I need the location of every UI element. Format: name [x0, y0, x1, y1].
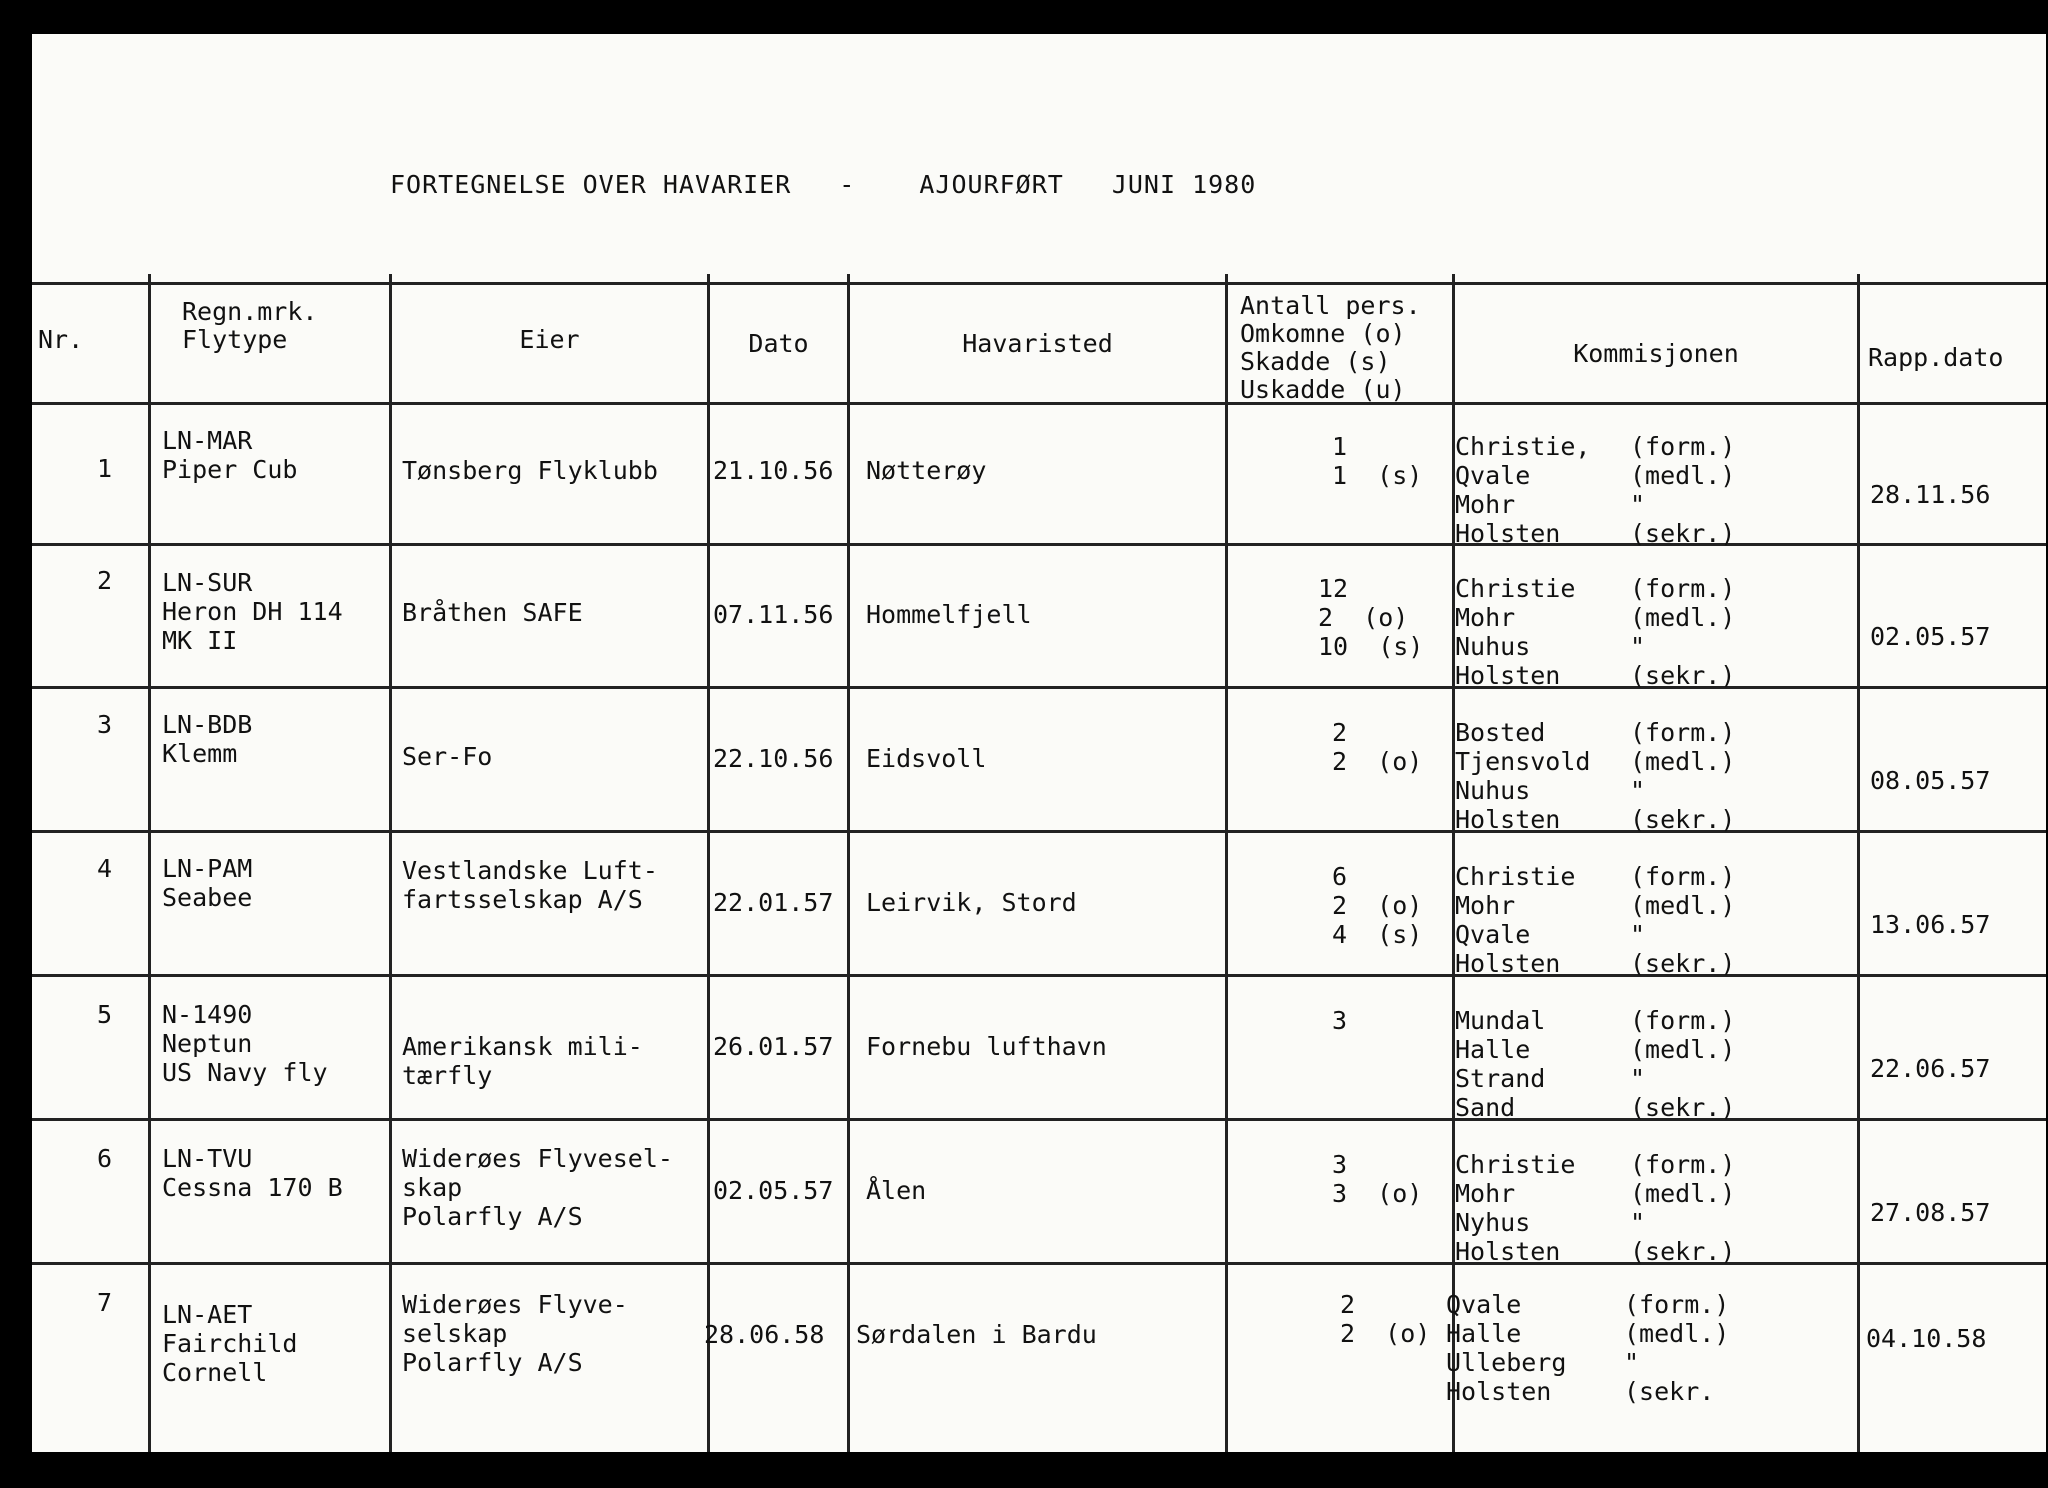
row-1-eier: Tønsberg Flyklubb [402, 456, 658, 485]
row-7-havaristed: Sørdalen i Bardu [856, 1320, 1097, 1349]
column-rule [148, 274, 151, 1452]
row-2-kommisjon-roles: (form.) (medl.) " (sekr.) [1630, 574, 1736, 690]
row-4-rapp: 13.06.57 [1870, 910, 1991, 939]
row-4-eier: Vestlandske Luft- fartsselskap A/S [402, 856, 658, 914]
row-7-kommisjon-names: Qvale Halle Ulleberg Holsten [1446, 1290, 1567, 1406]
row-3-nr: 3 [96, 710, 112, 739]
row-7-regn: LN-AET Fairchild Cornell [162, 1300, 298, 1387]
row-5-havaristed: Fornebu lufthavn [866, 1032, 1107, 1061]
header-bottom-rule [32, 402, 2046, 405]
row-1-rapp: 28.11.56 [1870, 480, 1991, 509]
row-7-kommisjon-roles: (form.) (medl.) " (sekr. [1624, 1290, 1730, 1406]
document-page [32, 34, 2046, 1452]
row-5-nr: 5 [96, 1000, 112, 1029]
row-5-rapp: 22.06.57 [1870, 1054, 1991, 1083]
row-rule [32, 974, 2046, 977]
row-5-dato: 26.01.57 [713, 1032, 834, 1061]
header-separator: - [839, 170, 856, 199]
column-header-havaristed: Havaristed [962, 329, 1113, 358]
row-3-havaristed: Eidsvoll [866, 744, 987, 773]
row-1-dato: 21.10.56 [713, 456, 834, 485]
table-top-rule [32, 282, 2046, 285]
row-6-kommisjon-roles: (form.) (medl.) " (sekr.) [1630, 1150, 1736, 1266]
row-3-dato: 22.10.56 [713, 744, 834, 773]
row-6-regn: LN-TVU Cessna 170 B [162, 1144, 343, 1202]
column-rule [1225, 274, 1228, 1452]
column-header-eier: Eier [519, 325, 580, 354]
row-2-nr: 2 [96, 566, 112, 595]
column-header-rapp: Rapp.dato [1868, 344, 2004, 372]
row-6-kommisjon-names: Christie Mohr Nyhus Holsten [1455, 1150, 1576, 1266]
row-1-kommisjon-names: Christie, Qvale Mohr Holsten [1455, 432, 1591, 548]
row-4-regn: LN-PAM Seabee [162, 854, 253, 912]
row-rule [32, 830, 2046, 833]
row-4-antall: 6 2 (o) 4 (s) [1332, 862, 1423, 949]
row-6-havaristed: Ålen [866, 1176, 927, 1205]
header-updated-label: AJOURFØRT [919, 170, 1064, 199]
row-1-regn: LN-MAR Piper Cub [162, 426, 298, 484]
row-4-dato: 22.01.57 [713, 888, 834, 917]
row-4-kommisjon-names: Christie Mohr Qvale Holsten [1455, 862, 1576, 978]
row-rule [32, 1118, 2046, 1121]
column-header-dato: Dato [748, 329, 809, 358]
row-3-eier: Ser-Fo [402, 742, 493, 771]
row-2-antall: 12 2 (o) 10 (s) [1318, 574, 1424, 661]
row-6-nr: 6 [96, 1144, 112, 1173]
row-rule [32, 1262, 2046, 1265]
column-rule [707, 274, 710, 1452]
column-rule [1857, 274, 1860, 1452]
row-2-rapp: 02.05.57 [1870, 622, 1991, 651]
row-3-rapp: 08.05.57 [1870, 766, 1991, 795]
row-1-havaristed: Nøtterøy [866, 456, 987, 485]
row-7-dato: 28.06.58 [704, 1320, 825, 1349]
column-header-antall: Antall pers. Omkomne (o) Skadde (s) Uskadde (u) [1240, 291, 1421, 404]
row-4-kommisjon-roles: (form.) (medl.) " (sekr.) [1630, 862, 1736, 978]
document-title: FORTEGNELSE OVER HAVARIER [390, 170, 792, 199]
row-2-havaristed: Hommelfjell [866, 600, 1032, 629]
column-header-regn: Regn.mrk. Flytype [182, 297, 318, 354]
row-7-eier: Widerøes Flyve- selskap Polarfly A/S [402, 1290, 628, 1377]
row-1-kommisjon-roles: (form.) (medl.) " (sekr.) [1630, 432, 1736, 548]
row-7-antall: 2 2 (o) [1340, 1290, 1431, 1348]
row-4-havaristed: Leirvik, Stord [866, 888, 1077, 917]
column-header-kommisjonen: Kommisjonen [1573, 339, 1739, 368]
row-3-antall: 2 2 (o) [1332, 718, 1423, 776]
row-6-eier: Widerøes Flyvesel- skap Polarfly A/S [402, 1144, 673, 1231]
column-rule [847, 274, 850, 1452]
row-5-kommisjon-names: Mundal Halle Strand Sand [1455, 1006, 1546, 1122]
row-1-nr: 1 [96, 454, 112, 483]
column-header-nr: Nr. [38, 325, 84, 354]
row-5-eier: Amerikansk mili- tærfly [402, 1032, 643, 1090]
row-7-nr: 7 [96, 1288, 112, 1317]
row-5-regn: N-1490 Neptun US Navy fly [162, 1000, 328, 1087]
row-3-regn: LN-BDB Klemm [162, 710, 253, 768]
column-rule [389, 274, 392, 1452]
row-6-dato: 02.05.57 [713, 1176, 834, 1205]
row-rule [32, 686, 2046, 689]
row-4-nr: 4 [96, 854, 112, 883]
row-rule [32, 543, 2046, 546]
document-header [390, 170, 1256, 199]
row-6-antall: 3 3 (o) [1332, 1150, 1423, 1208]
row-2-kommisjon-names: Christie Mohr Nuhus Holsten [1455, 574, 1576, 690]
row-2-dato: 07.11.56 [713, 600, 834, 629]
row-5-antall: 3 [1332, 1006, 1348, 1035]
header-date: JUNI 1980 [1111, 170, 1257, 199]
row-2-eier: Bråthen SAFE [402, 598, 583, 627]
row-5-kommisjon-roles: (form.) (medl.) " (sekr.) [1630, 1006, 1736, 1122]
row-3-kommisjon-roles: (form.) (medl.) " (sekr.) [1630, 718, 1736, 834]
row-1-antall: 1 1 (s) [1332, 432, 1423, 490]
row-3-kommisjon-names: Bosted Tjensvold Nuhus Holsten [1455, 718, 1591, 834]
row-7-rapp: 04.10.58 [1866, 1324, 1987, 1353]
row-6-rapp: 27.08.57 [1870, 1198, 1991, 1227]
row-2-regn: LN-SUR Heron DH 114 MK II [162, 568, 343, 655]
